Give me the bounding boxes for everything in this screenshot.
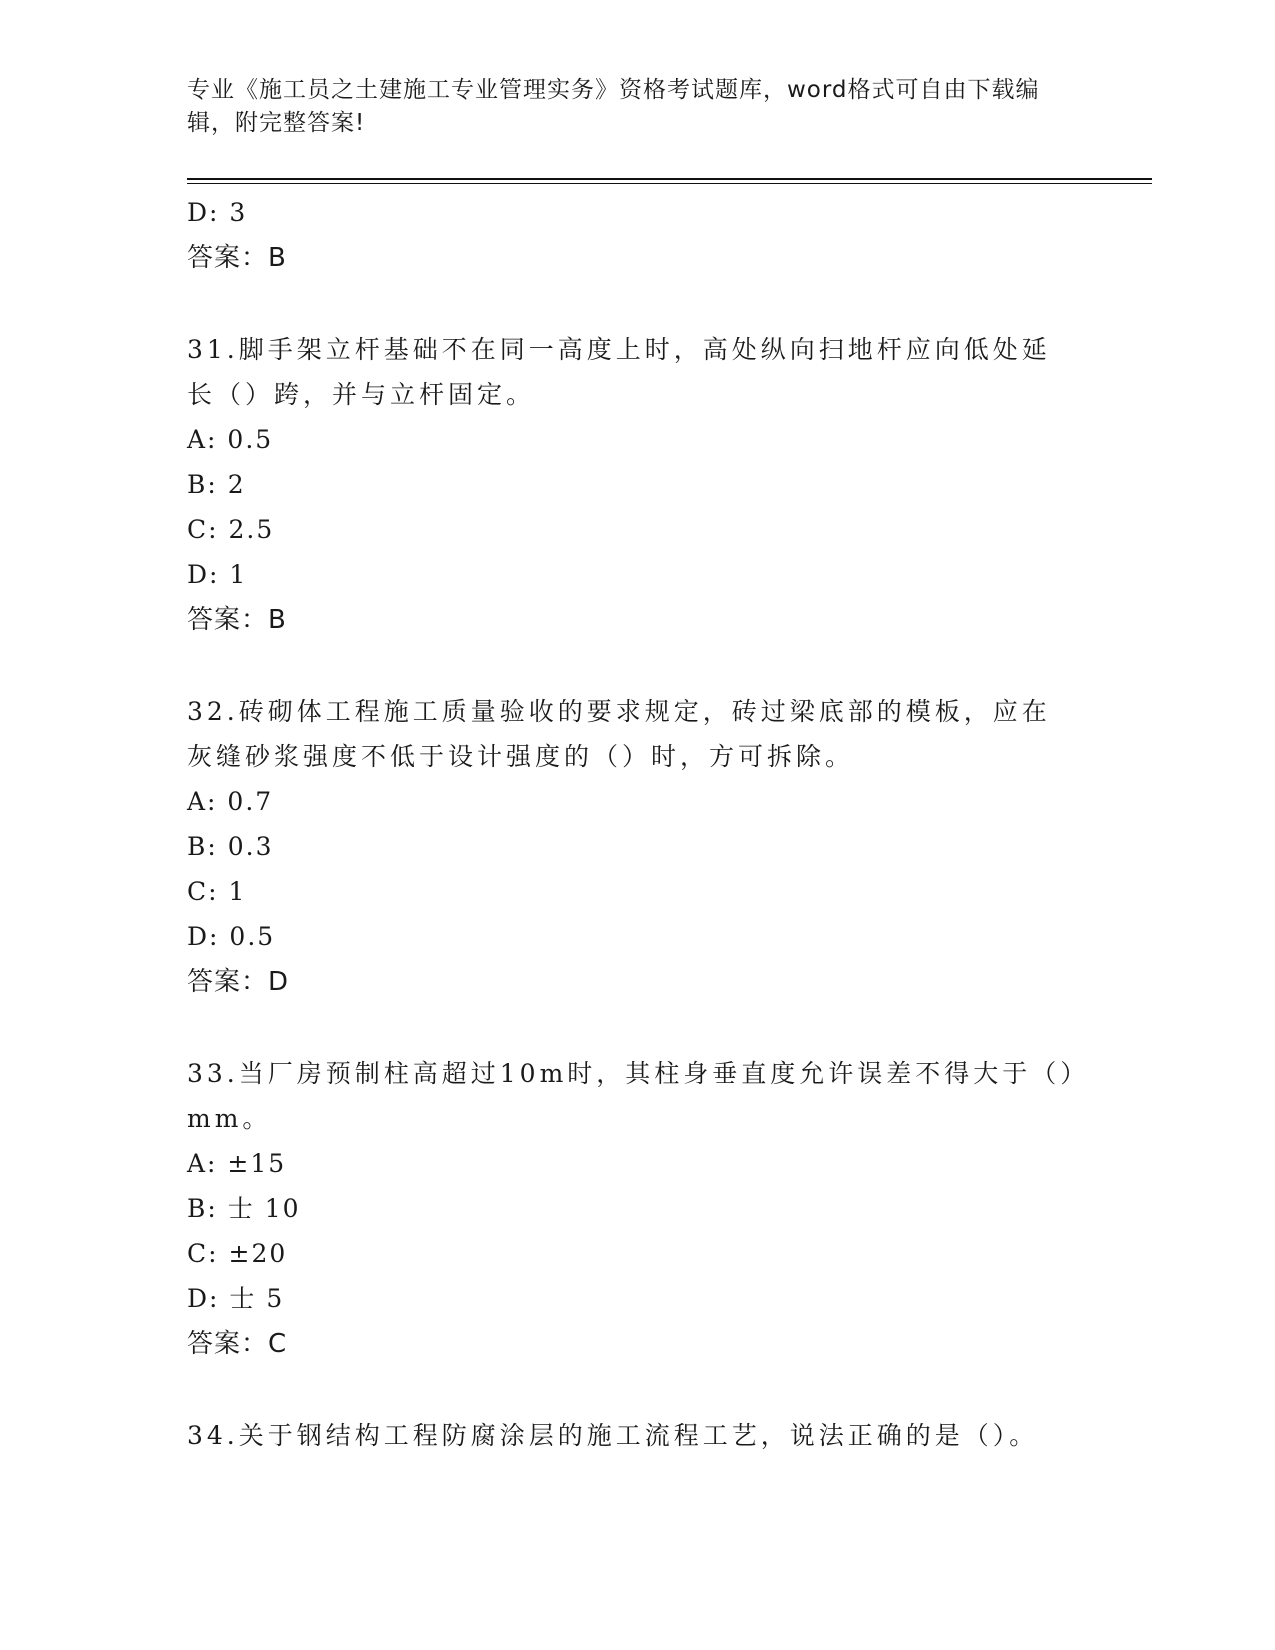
option-c: C: 1 — [187, 877, 247, 906]
option-c: C: 2.5 — [187, 515, 275, 544]
question-stem: 33.当厂房预制柱高超过10m时，其柱身垂直度允许误差不得大于（）mm。 — [187, 1059, 1077, 1133]
header-divider-thin — [187, 183, 1152, 184]
question-stem: 34.关于钢结构工程防腐涂层的施工流程工艺，说法正确的是（）。 — [187, 1421, 1039, 1450]
option-b: B: 0.3 — [187, 832, 274, 861]
option-d: D: 1 — [187, 560, 248, 589]
option-d: D: 3 — [187, 198, 248, 227]
answer: 答案：D — [187, 967, 290, 997]
page-header: 专业《施工员之土建施工专业管理实务》资格考试题库，word格式可自由下载编辑，附完整答案! — [187, 77, 1040, 136]
answer: 答案：B — [187, 605, 287, 635]
question-33 — [187, 1051, 1077, 1367]
option-d: D: 士 5 — [187, 1284, 285, 1313]
option-a: A: ±15 — [187, 1149, 287, 1178]
option-b: B: 士 10 — [187, 1194, 301, 1223]
continued-question — [187, 190, 1077, 281]
question-34 — [187, 1413, 1077, 1458]
question-stem: 32.砖砌体工程施工质量验收的要求规定，砖过梁底部的模板，应在灰缝砂浆强度不低于设计强度的（）时，方可拆除。 — [187, 697, 1051, 771]
question-stem: 31.脚手架立杆基础不在同一高度上时，高处纵向扫地杆应向低处延长（）跨，并与立杆固定。 — [187, 335, 1051, 409]
option-a: A: 0.5 — [187, 425, 274, 454]
option-c: C: ±20 — [187, 1239, 288, 1268]
option-b: B: 2 — [187, 470, 246, 499]
question-list — [187, 190, 1077, 1458]
question-32 — [187, 689, 1077, 1005]
header-divider — [187, 178, 1152, 180]
option-a: A: 0.7 — [187, 787, 274, 816]
option-d: D: 0.5 — [187, 922, 276, 951]
answer: 答案：C — [187, 1329, 288, 1359]
answer: 答案：B — [187, 243, 287, 273]
question-31 — [187, 327, 1077, 643]
